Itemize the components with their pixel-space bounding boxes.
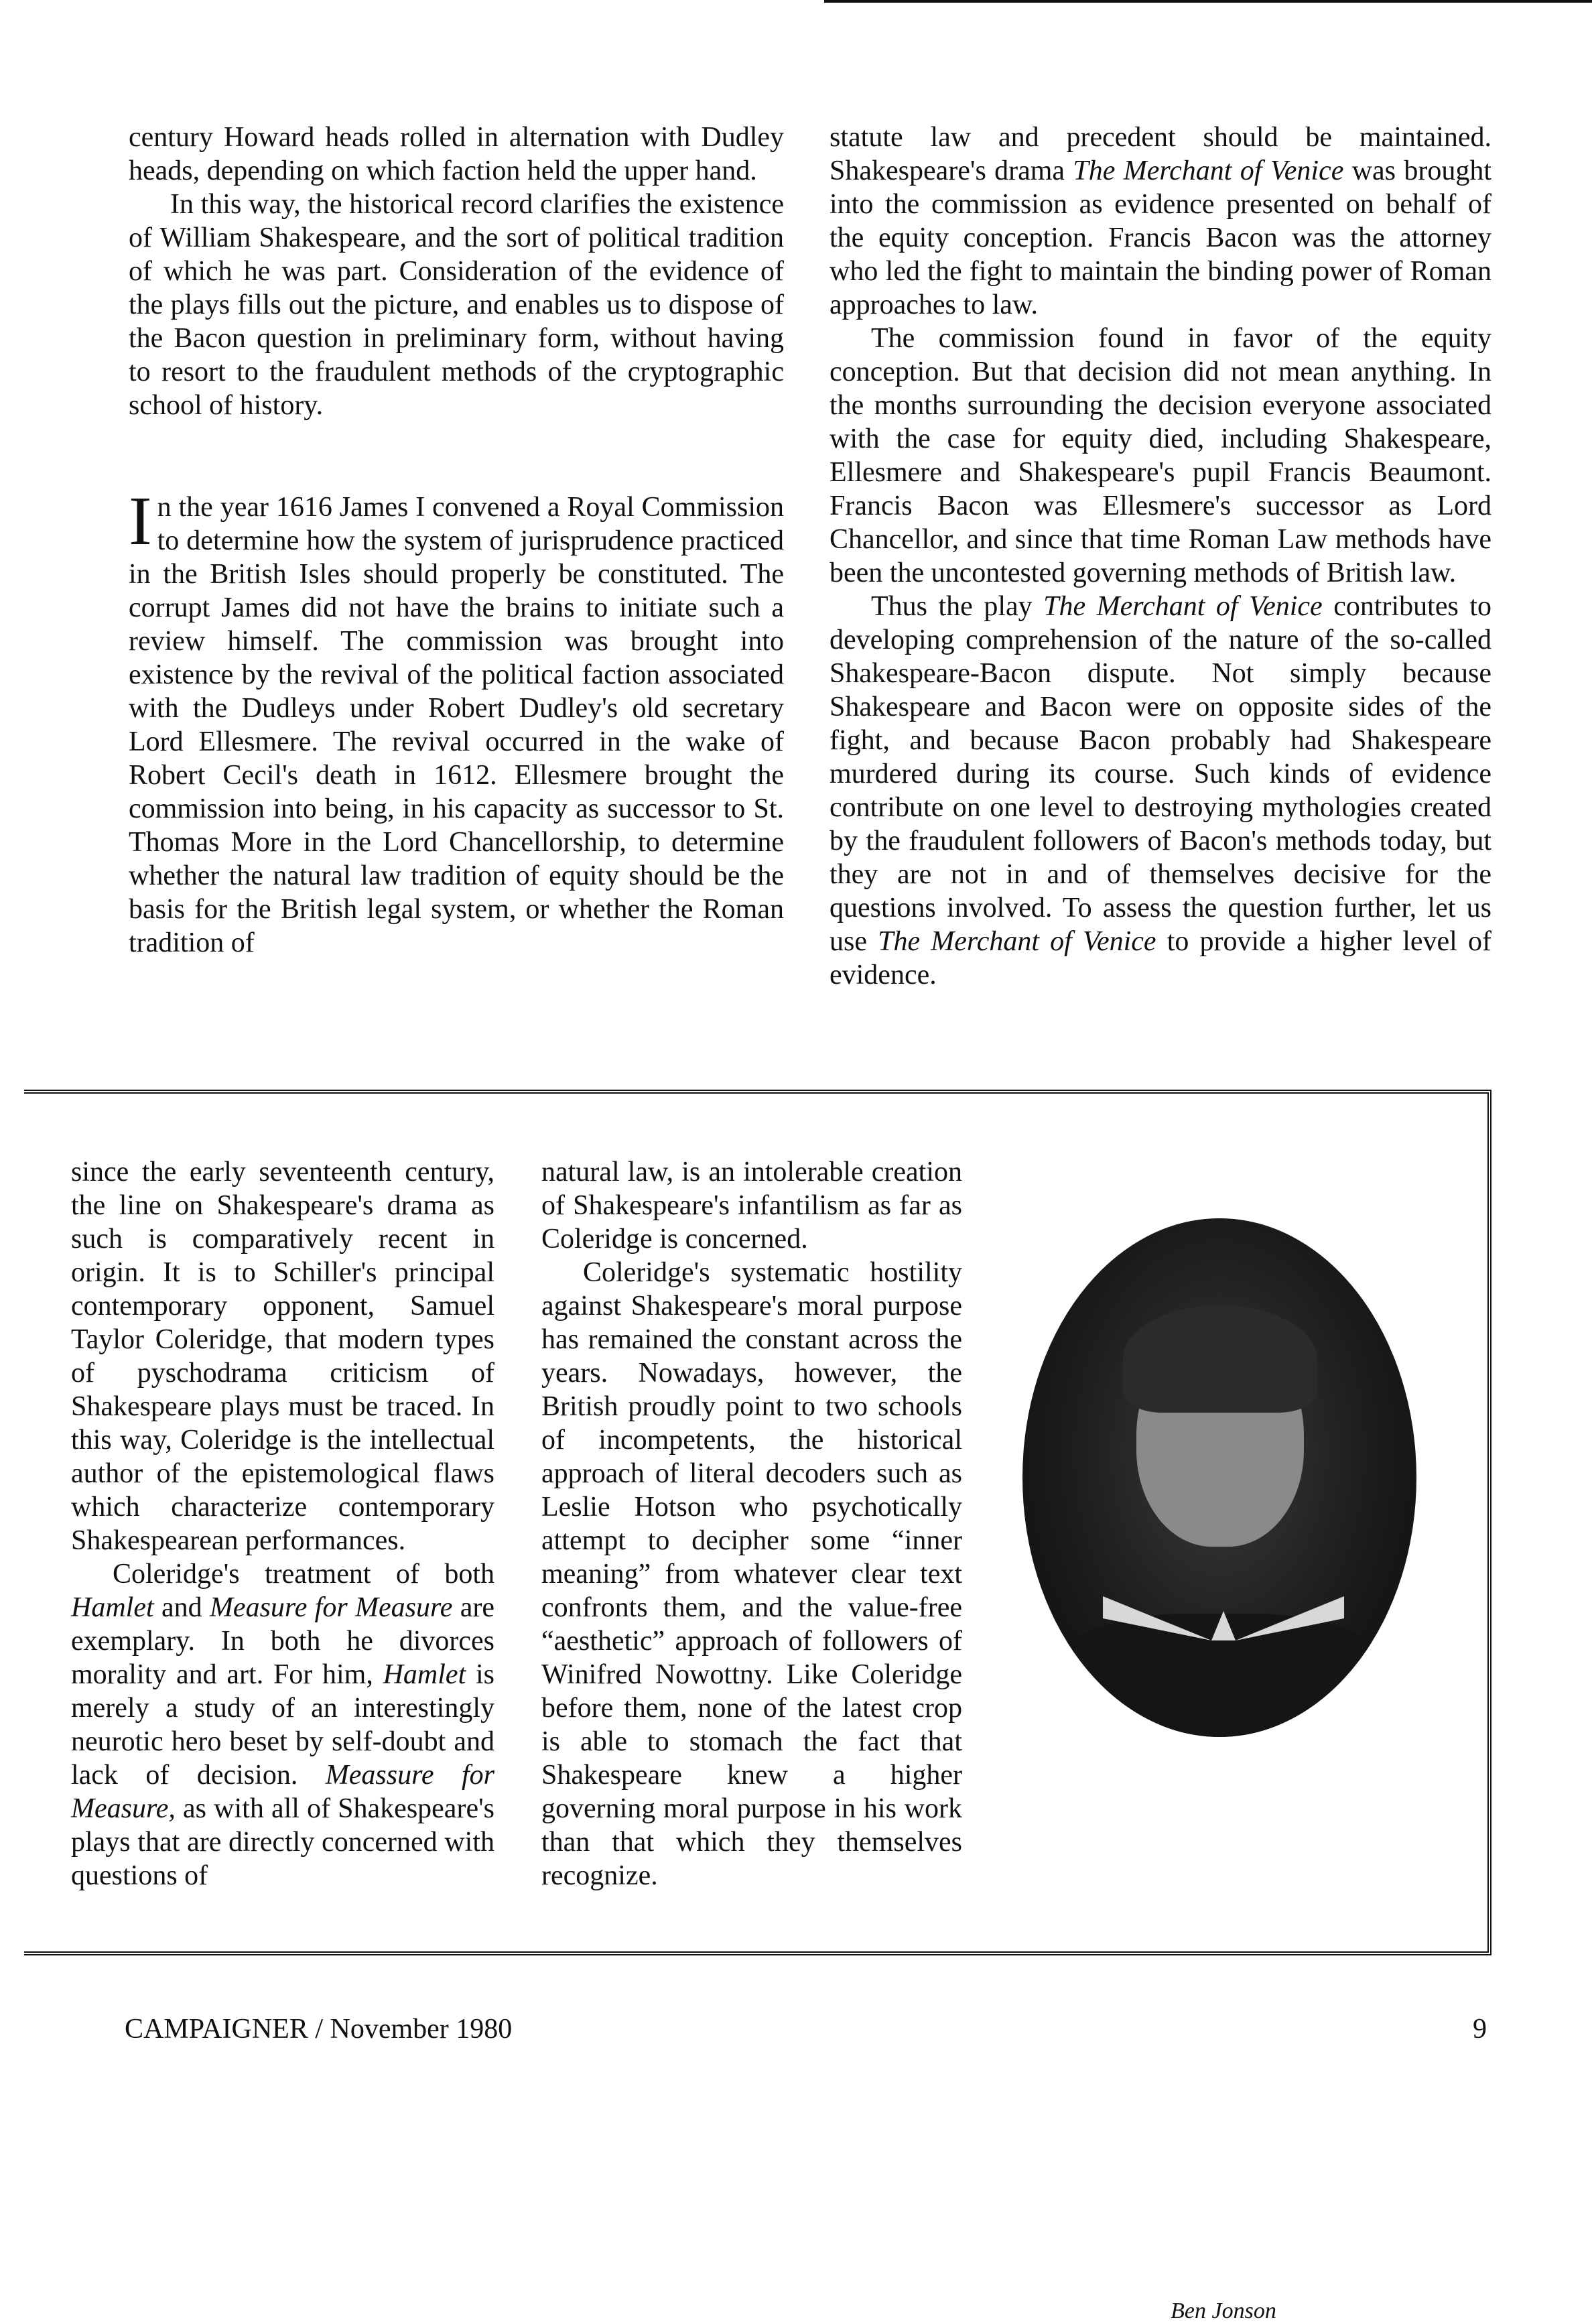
text: is merely a study of an interestingly neurotic hero beset by self-doubt and lack of decision. [71,1659,494,1791]
play-title: Meassure for Measure, [71,1760,494,1824]
paragraph [830,590,1491,992]
portrait-hair [1123,1305,1317,1413]
text: statute law and precedent should be maintained. Shakespeare's drama [830,122,1491,186]
paragraph: natural law, is an intolerable creation of Shakespeare's infantilism as far as Coleridge is concerned. [541,1157,962,1254]
play-title: Hamlet [383,1659,466,1690]
paragraph [71,1557,494,1892]
box-column-right [541,1155,962,1892]
paragraph: Coleridge's systematic hostility against Shakespeare's moral purpose has remained the constant across the years. Nowadays, however, the British proudly point to two schools of incompetents, the historical approach of literal decoders such as Leslie Hotson who psychotically attempt to decipher some “inner meaning” from whatever clear text confronts them, and the value-free “aesthetic” approach of followers of Winifred Nowottny. Like Coleridge before them, none of the latest crop is able to stomach the fact that Shakespeare knew a higher governing moral purpose in his work than that which they themselves recognize. [541,1257,962,1891]
page-number: 9 [1473,2014,1487,2045]
text: was brought into the commission as evidence presented on behalf of the equity conception. Francis Bacon was the attorney who led the fight to maintain the binding power of Roman approaches to law. [830,155,1491,320]
paragraph-text: n the year 1616 James I convened a Royal Commission to determine how the system of jurisprudence practiced in the British Isles should properly be constituted. The corrupt James did not have the brains to initiate such a review himself. The commission was brought into existence by the revival of the political faction associated with the Dudleys under Robert Dudley's old secretary Lord Ellesmere. The revival occurred in the wake of Robert Cecil's death in 1612. Ellesmere brought the commission into being, in his capacity as successor to St. Thomas More in the Lord Chancellorship, to determine whether the natural law tradition of equity should be the basis for the British legal system, or whether the Roman tradition of [129,492,784,958]
play-title: The Merchant of Venice [1043,591,1323,622]
text: contributes to developing comprehension of the nature of the so-called Shakespeare-Bacon dispute. Not simply because Shakespeare and Bacon were on opposite sides of the fight, and because Bacon probably had Shakespeare murdered during its course. Such kinds of evidence contribute on one level to destroying mythologies created by the fraudulent followers of Bacon's methods today, but they are not in and of themselves decisive for the questions involved. To assess the question further, let us use [830,591,1491,957]
text: Thus the play [871,591,1044,622]
paragraph [830,121,1491,322]
drop-cap: I [129,482,152,560]
text: as with all of Shakespeare's plays that are directly concerned with questions of [71,1793,494,1891]
portrait-image [1022,1218,1416,1737]
play-title: The Merchant of Venice [878,926,1156,957]
play-title: The Merchant of Venice [1073,155,1344,186]
top-rule [824,0,1592,3]
paragraph: In this way, the historical record clarifies the existence of William Shakespeare, and the sort of political tradition of which he was part. Consideration of the evidence of the plays fills out the picture, and enables us to dispose of the Bacon question in preliminary form, without having to resort to the fraudulent methods of the cryptographic school of history. [129,189,784,421]
portrait-caption: Ben Jonson [1171,2299,1276,2323]
paragraph: century Howard heads rolled in alternation with Dudley heads, depending on which faction held the upper hand. [129,122,784,186]
play-title: Hamlet [71,1592,154,1623]
paragraph: The commission found in favor of the equity conception. But that decision did not mean anything. In the months surrounding the decision everyone associated with the case for equity died, including Shakespeare, Ellesmere and Shakespeare's pupil Francis Beaumont. Francis Bacon was Ellesmere's successor as Lord Chancellor, and since that time Roman Law methods have been the uncontested governing methods of British law. [830,323,1491,588]
box-column-left [71,1155,494,1892]
right-column [830,121,1491,992]
paragraph: since the early seventeenth century, the line on Shakespeare's drama as such is comparatively recent in origin. It is to Schiller's principal contemporary opponent, Samuel Taylor Coleridge, that modern types of pyschodrama criticism of Shakespeare plays must be traced. In this way, Coleridge is the intellectual author of the epistemological flaws which characterize contemporary Shakespearean performances. [71,1157,494,1556]
text: are exemplary. In both he divorces morality and art. For him, [71,1592,494,1690]
play-title: Measure for Measure [209,1592,453,1623]
paragraph-with-dropcap [129,482,784,960]
text: to provide a higher level of evidence. [830,926,1491,990]
text: Coleridge's treatment of both [113,1559,494,1590]
left-column [129,121,784,960]
text: and [153,1592,210,1623]
publication-footer: CAMPAIGNER / November 1980 [125,2014,513,2045]
